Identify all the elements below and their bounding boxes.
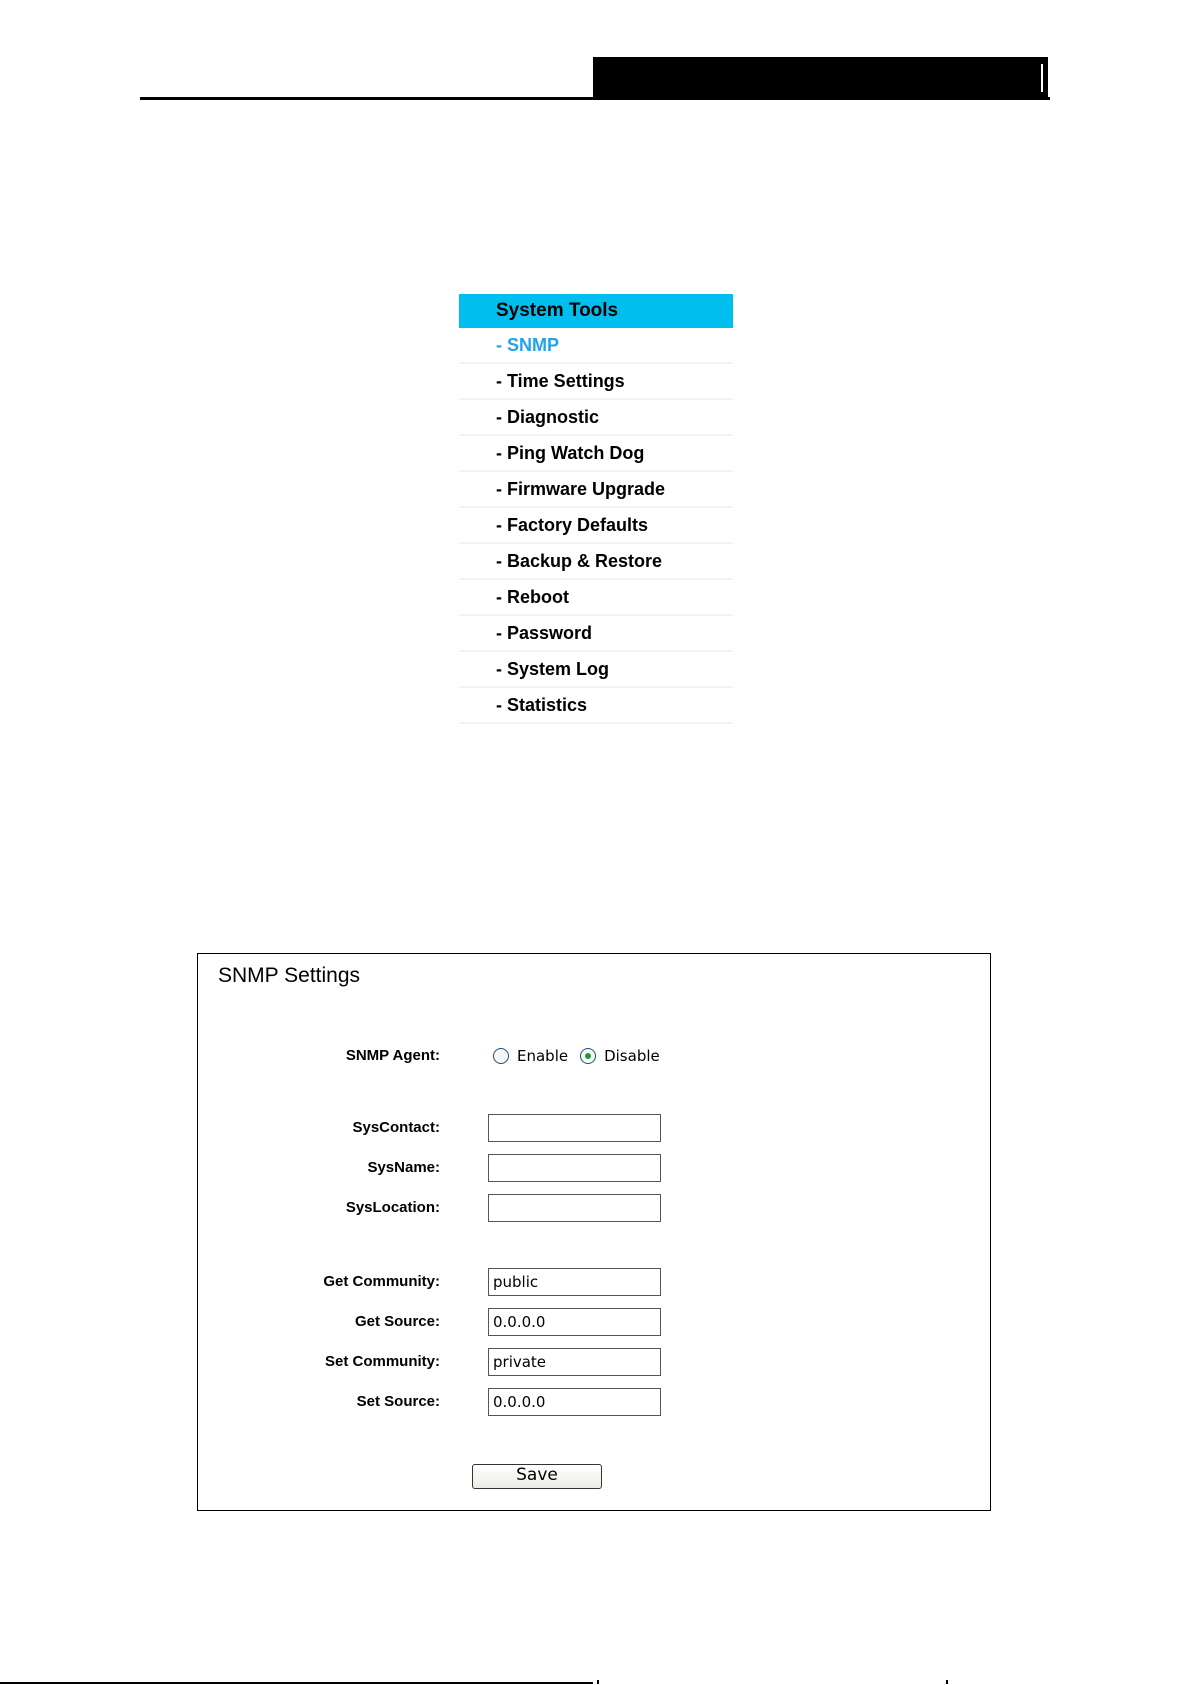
header-rule	[140, 97, 1050, 100]
menu-item-factory-defaults[interactable]: - Factory Defaults	[459, 508, 733, 544]
set-source-input[interactable]: 0.0.0.0	[488, 1388, 661, 1416]
syslocation-label: SysLocation:	[345, 1199, 440, 1216]
menu-item-ping-watch-dog[interactable]: - Ping Watch Dog	[459, 436, 733, 472]
get-community-row	[198, 1268, 990, 1296]
enable-radio[interactable]	[493, 1048, 509, 1064]
enable-radio-label[interactable]: Enable	[517, 1047, 569, 1065]
get-community-input[interactable]: public	[488, 1268, 661, 1296]
get-source-input[interactable]: 0.0.0.0	[488, 1308, 661, 1336]
syscontact-row	[198, 1114, 990, 1142]
set-source-row	[198, 1388, 990, 1416]
menu-item-backup-restore[interactable]: - Backup & Restore	[459, 544, 733, 580]
snmp-agent-row	[198, 1042, 990, 1070]
menu-item-password[interactable]: - Password	[459, 616, 733, 652]
header-bar-edge	[1041, 64, 1043, 92]
save-button[interactable]: Save	[472, 1464, 602, 1489]
get-source-row	[198, 1308, 990, 1336]
menu-item-statistics[interactable]: - Statistics	[459, 688, 733, 724]
syslocation-row	[198, 1194, 990, 1222]
panel-title: SNMP Settings	[218, 964, 361, 987]
get-source-label: Get Source:	[354, 1313, 440, 1330]
menu-item-system-log[interactable]: - System Log	[459, 652, 733, 688]
system-tools-menu	[459, 294, 733, 724]
sysname-label: SysName:	[367, 1159, 440, 1176]
footer-tick-right	[946, 1680, 948, 1684]
set-community-label: Set Community:	[324, 1353, 440, 1370]
snmp-agent-label: SNMP Agent:	[345, 1047, 440, 1064]
snmp-settings-panel	[197, 953, 991, 1511]
set-community-row	[198, 1348, 990, 1376]
menu-item-snmp[interactable]: - SNMP	[459, 328, 733, 364]
sysname-row	[198, 1154, 990, 1182]
set-community-input[interactable]: private	[488, 1348, 661, 1376]
snmp-agent-radio-group	[493, 1044, 672, 1068]
menu-item-diagnostic[interactable]: - Diagnostic	[459, 400, 733, 436]
footer-tick-left	[597, 1680, 599, 1684]
get-community-label: Get Community:	[323, 1273, 440, 1290]
syscontact-label: SysContact:	[352, 1119, 440, 1136]
set-source-label: Set Source:	[356, 1393, 440, 1410]
syslocation-input[interactable]	[488, 1194, 661, 1222]
footer-rule	[0, 1682, 593, 1684]
header-bar	[593, 57, 1048, 97]
menu-title[interactable]: System Tools	[459, 294, 733, 328]
disable-radio[interactable]	[580, 1048, 596, 1064]
sysname-input[interactable]	[488, 1154, 661, 1182]
menu-item-time-settings[interactable]: - Time Settings	[459, 364, 733, 400]
menu-item-firmware-upgrade[interactable]: - Firmware Upgrade	[459, 472, 733, 508]
syscontact-input[interactable]	[488, 1114, 661, 1142]
menu-item-reboot[interactable]: - Reboot	[459, 580, 733, 616]
disable-radio-label[interactable]: Disable	[604, 1047, 660, 1065]
